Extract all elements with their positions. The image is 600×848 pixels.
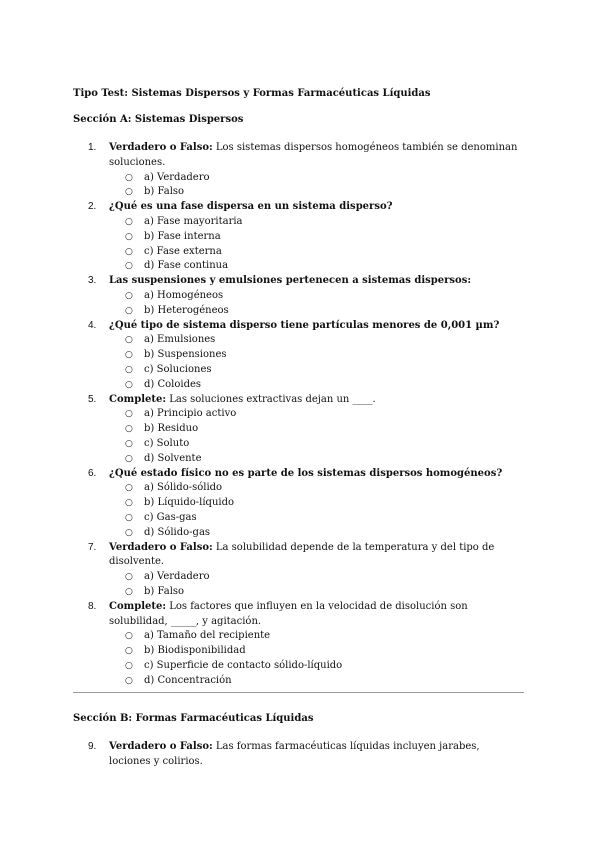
question-4 <box>0 319 600 393</box>
option-item <box>0 422 524 437</box>
option-item <box>0 171 524 186</box>
circle-bullet-icon: ○ <box>125 586 133 597</box>
circle-bullet-icon: ○ <box>125 261 133 272</box>
option-item <box>0 333 524 348</box>
section-b-title: Sección B: Formas Farmacéuticas Líquidas <box>73 713 314 724</box>
question-6 <box>0 467 600 541</box>
question-body: La solubilidad depende de la temperatura y del tipo de disolvente. <box>109 541 495 568</box>
question-label: Verdadero o Falso: <box>109 541 213 553</box>
question-text <box>109 468 502 479</box>
circle-bullet-icon: ○ <box>125 498 133 509</box>
option-label: d) Solvente <box>144 452 202 464</box>
option-label: a) Sólido-sólido <box>144 482 223 494</box>
option-item <box>0 245 524 260</box>
circle-bullet-icon: ○ <box>125 216 133 227</box>
circle-bullet-icon: ○ <box>125 438 133 449</box>
question-label: Las suspensiones y emulsiones pertenecen a sistemas dispersos: <box>109 275 472 287</box>
question-number: 7. <box>88 541 97 553</box>
circle-bullet-icon: ○ <box>125 675 133 686</box>
question-text <box>109 201 392 212</box>
circle-bullet-icon: ○ <box>125 335 133 346</box>
option-item <box>0 215 524 230</box>
section-b-question-list <box>0 740 600 770</box>
question-label: ¿Qué tipo de sistema disperso tiene partículas menores de 0,001 µm? <box>109 319 500 331</box>
question-number: 1. <box>88 142 97 153</box>
question-label: Verdadero o Falso: <box>109 741 213 752</box>
option-label: b) Falso <box>144 585 185 597</box>
question-7 <box>0 541 600 600</box>
circle-bullet-icon: ○ <box>125 350 133 361</box>
option-list <box>109 629 524 688</box>
option-item <box>0 304 524 319</box>
section-a-question-list <box>0 141 600 688</box>
option-item <box>0 185 524 200</box>
option-item <box>0 585 524 600</box>
question-body: Los sistemas dispersos homogéneos también se denominan soluciones. <box>109 142 518 168</box>
question-text <box>109 542 494 568</box>
question-2 <box>0 200 600 274</box>
option-label: a) Homogéneos <box>144 289 224 301</box>
option-item <box>0 496 524 511</box>
question-label: ¿Qué es una fase dispersa en un sistema disperso? <box>109 201 393 213</box>
circle-bullet-icon: ○ <box>125 527 133 538</box>
option-label: d) Concentración <box>144 674 232 686</box>
option-label: b) Residuo <box>144 423 199 435</box>
document-title: Tipo Test: Sistemas Dispersos y Formas Farmacéuticas Líquidas <box>73 88 431 99</box>
option-item <box>0 437 524 452</box>
question-number: 9. <box>88 741 97 752</box>
question-number: 3. <box>88 275 97 287</box>
question-body: Las soluciones extractivas dejan un ____. <box>166 393 376 405</box>
circle-bullet-icon: ○ <box>125 187 133 198</box>
question-label: ¿Qué estado físico no es parte de los sistemas dispersos homogéneos? <box>109 467 503 479</box>
option-label: a) Tamaño del recipiente <box>144 630 271 642</box>
option-label: c) Gas-gas <box>144 511 197 523</box>
circle-bullet-icon: ○ <box>125 379 133 390</box>
option-label: a) Principio activo <box>144 408 237 420</box>
option-item <box>0 363 524 378</box>
option-label: b) Falso <box>144 186 185 198</box>
circle-bullet-icon: ○ <box>125 409 133 420</box>
question-5 <box>0 393 600 467</box>
question-label: Complete: <box>109 393 167 405</box>
option-item <box>0 407 524 422</box>
question-text <box>109 741 480 767</box>
option-item <box>0 526 524 541</box>
option-label: a) Fase mayoritaria <box>144 215 243 227</box>
circle-bullet-icon: ○ <box>125 572 133 583</box>
circle-bullet-icon: ○ <box>125 246 133 257</box>
option-item <box>0 259 524 274</box>
circle-bullet-icon: ○ <box>125 231 133 242</box>
question-8 <box>0 600 600 689</box>
option-label: b) Líquido-líquido <box>144 497 235 509</box>
option-label: b) Biodisponibilidad <box>144 645 246 657</box>
question-body: Los factores que influyen en la velocidad de disolución son solubilidad, _____, y agitación. <box>109 600 468 627</box>
question-text <box>109 142 517 168</box>
option-item <box>0 481 524 496</box>
circle-bullet-icon: ○ <box>125 660 133 671</box>
question-text <box>109 275 471 286</box>
option-label: b) Heterogéneos <box>144 304 229 316</box>
option-list <box>109 481 524 540</box>
option-label: b) Fase interna <box>144 230 221 242</box>
question-number: 5. <box>88 393 97 405</box>
question-1 <box>0 141 600 200</box>
option-list <box>109 171 524 201</box>
circle-bullet-icon: ○ <box>125 631 133 642</box>
option-item <box>0 452 524 467</box>
option-item <box>0 644 524 659</box>
circle-bullet-icon: ○ <box>125 453 133 464</box>
option-item <box>0 674 524 689</box>
question-label: Verdadero o Falso: <box>109 142 213 153</box>
circle-bullet-icon: ○ <box>125 424 133 435</box>
option-label: a) Emulsiones <box>144 334 216 346</box>
circle-bullet-icon: ○ <box>125 172 133 183</box>
option-list <box>109 215 524 274</box>
option-item <box>0 629 524 644</box>
circle-bullet-icon: ○ <box>125 483 133 494</box>
option-label: d) Fase continua <box>144 260 229 272</box>
section-divider <box>73 692 524 693</box>
option-item <box>0 230 524 245</box>
question-3 <box>0 274 600 318</box>
option-list <box>109 333 524 392</box>
option-list <box>109 407 524 466</box>
option-label: c) Superficie de contacto sólido-líquido <box>144 659 343 671</box>
option-label: a) Verdadero <box>144 571 210 583</box>
question-text <box>109 320 499 331</box>
question-label: Complete: <box>109 600 167 612</box>
option-item <box>0 378 524 393</box>
circle-bullet-icon: ○ <box>125 646 133 657</box>
section-a-title: Sección A: Sistemas Dispersos <box>73 114 244 125</box>
question-number: 2. <box>88 201 97 213</box>
circle-bullet-icon: ○ <box>125 290 133 301</box>
option-item <box>0 659 524 674</box>
circle-bullet-icon: ○ <box>125 305 133 316</box>
option-item <box>0 570 524 585</box>
option-item <box>0 511 524 526</box>
option-item <box>0 289 524 304</box>
option-label: d) Coloides <box>144 378 202 390</box>
option-list <box>109 289 524 319</box>
question-number: 8. <box>88 600 97 612</box>
option-list <box>109 570 524 600</box>
option-label: a) Verdadero <box>144 171 210 183</box>
question-body: Las formas farmacéuticas líquidas incluyen jarabes, lociones y colirios. <box>109 741 480 767</box>
option-item <box>0 348 524 363</box>
option-label: c) Soluciones <box>144 363 212 375</box>
question-text <box>109 601 468 627</box>
question-9 <box>0 740 600 770</box>
circle-bullet-icon: ○ <box>125 364 133 375</box>
question-text <box>109 394 376 405</box>
question-number: 6. <box>88 467 97 479</box>
circle-bullet-icon: ○ <box>125 512 133 523</box>
option-label: b) Suspensiones <box>144 349 227 361</box>
option-label: d) Sólido-gas <box>144 526 211 538</box>
option-label: c) Soluto <box>144 437 190 449</box>
question-number: 4. <box>88 319 97 331</box>
option-label: c) Fase externa <box>144 245 222 257</box>
